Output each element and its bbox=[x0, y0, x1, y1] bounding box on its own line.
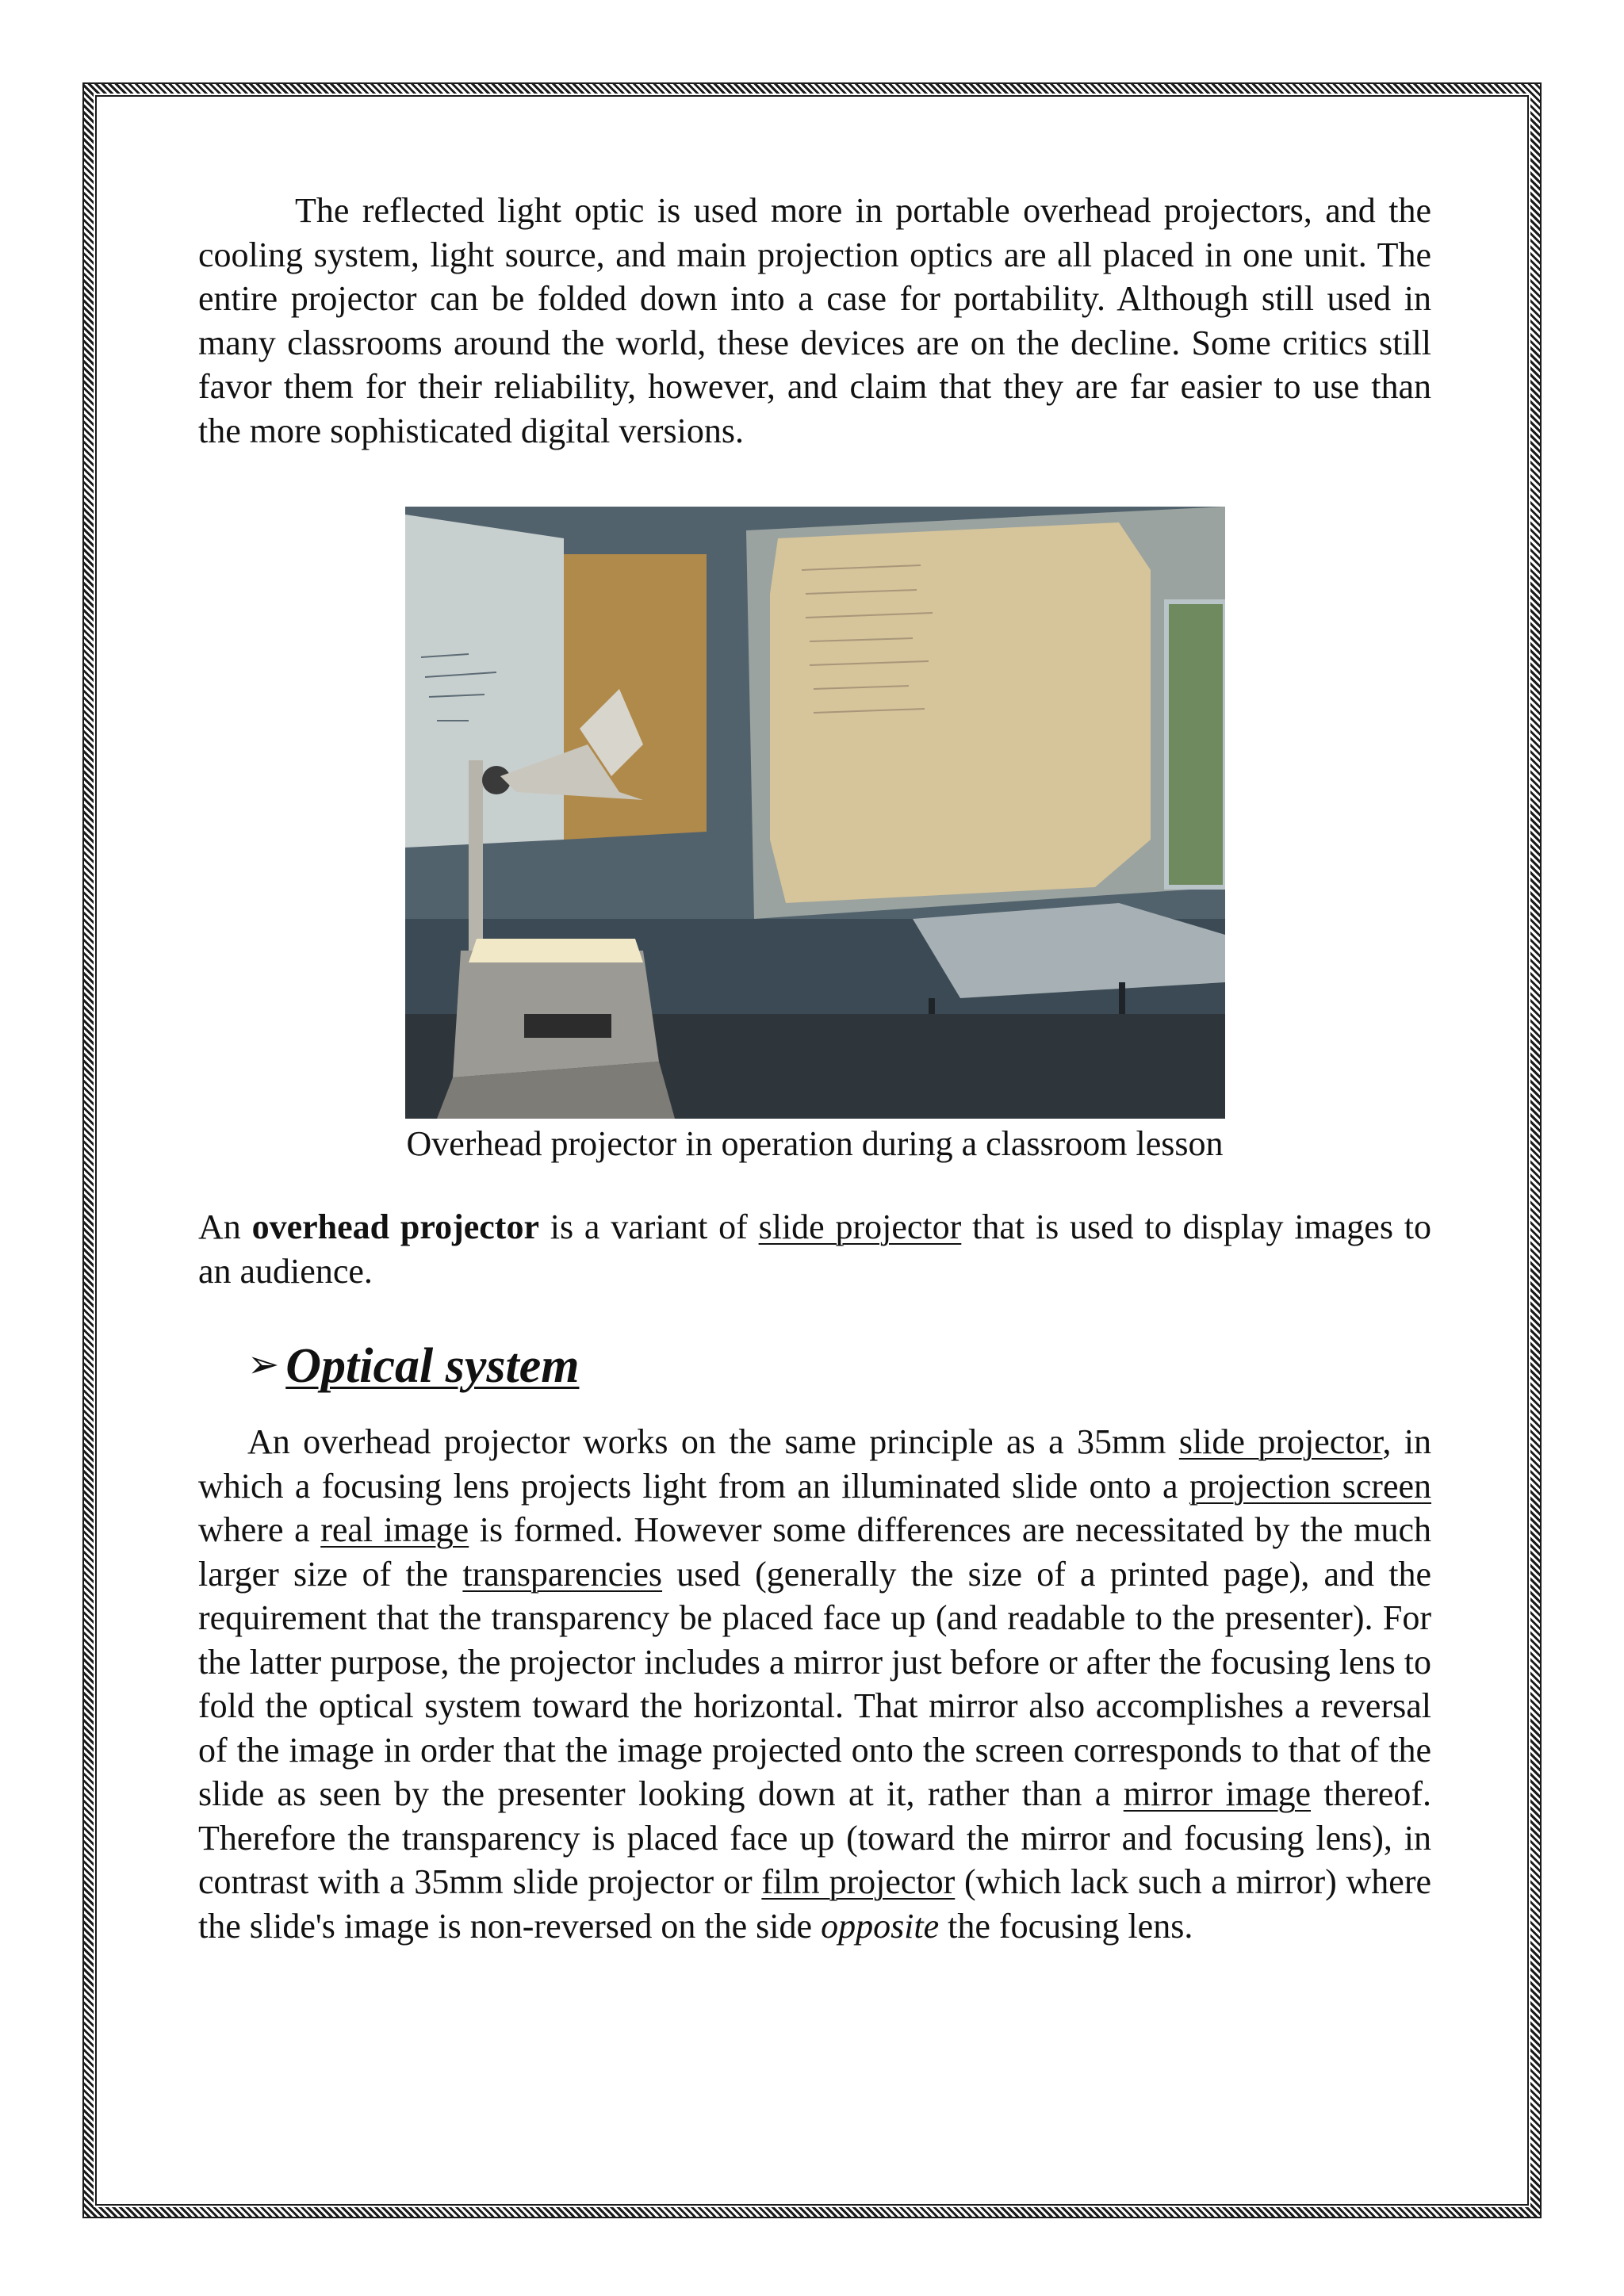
definition-paragraph bbox=[198, 1205, 1431, 1293]
mirror-image-link[interactable]: mirror image bbox=[1123, 1774, 1312, 1813]
arrow-bullet-icon: ➢ bbox=[247, 1342, 280, 1387]
figure-caption: Overhead projector in operation during a classroom lesson bbox=[406, 1124, 1224, 1163]
optics-text-8: the focusing lens. bbox=[939, 1906, 1193, 1946]
figure bbox=[198, 507, 1431, 1165]
definition-mid: is a variant of bbox=[538, 1207, 759, 1246]
optics-text-4: is formed. However some differences are necessitated by the much larger size of the bbox=[198, 1510, 1431, 1594]
page-content bbox=[198, 189, 1431, 1948]
optics-text-7: (which lack such a mirror) where the slide's image is non-reversed on the side bbox=[198, 1862, 1431, 1946]
intro-paragraph: The reflected light optic is used more in portable overhead projectors, and the cooling system, light source, and main projection optics are all placed in one unit. The entire projector can be folded down into a case for portability. Although still used in many classrooms around the world, these devices are on the decline. Some critics still favor them for their reliability, however, and claim that they are far easier to use than the more sophisticated digital versions. bbox=[198, 191, 1431, 450]
optics-text-2: , in which a focusing lens projects light from an illuminated slide onto a bbox=[198, 1422, 1431, 1506]
definition-post: that is used to display images to an audience. bbox=[198, 1207, 1431, 1291]
film-projector-link[interactable]: film projector bbox=[761, 1862, 956, 1901]
slide-projector-link-2[interactable]: slide projector bbox=[1178, 1422, 1383, 1461]
section-title: Optical system bbox=[285, 1339, 580, 1393]
section-heading bbox=[247, 1334, 1431, 1398]
transparencies-link[interactable]: transparencies bbox=[462, 1554, 663, 1594]
definition-term: overhead projector bbox=[251, 1207, 539, 1246]
real-image-link[interactable]: real image bbox=[320, 1510, 469, 1549]
slide-projector-link[interactable]: slide projector bbox=[758, 1207, 962, 1246]
optics-paragraph bbox=[198, 1420, 1431, 1948]
emphasis-opposite: opposite bbox=[821, 1906, 940, 1946]
overhead-projector-photo bbox=[405, 507, 1225, 1119]
definition-pre: An bbox=[198, 1207, 252, 1246]
projection-screen-link[interactable]: projection screen bbox=[1189, 1466, 1432, 1506]
optics-text-6: thereof. Therefore the transparency is placed face up (toward the mirror and focusing lens), in contrast with a 35mm slide projector or bbox=[198, 1774, 1431, 1901]
optics-text-1: An overhead projector works on the same principle as a 35mm bbox=[247, 1422, 1179, 1461]
optics-text-3: where a bbox=[198, 1510, 321, 1549]
optics-text-5: used (generally the size of a printed page), and the requirement that the transparency be placed face up (and readable to the presenter). For the latter purpose, the projector includes a mirror just before or after the focusing lens to fold the optical system toward the horizontal. That mirror also accomplishes a reversal of the image in order that the image projected onto the screen corresponds to that of the slide as seen by the presenter looking down at it, rather than a bbox=[198, 1554, 1431, 1813]
